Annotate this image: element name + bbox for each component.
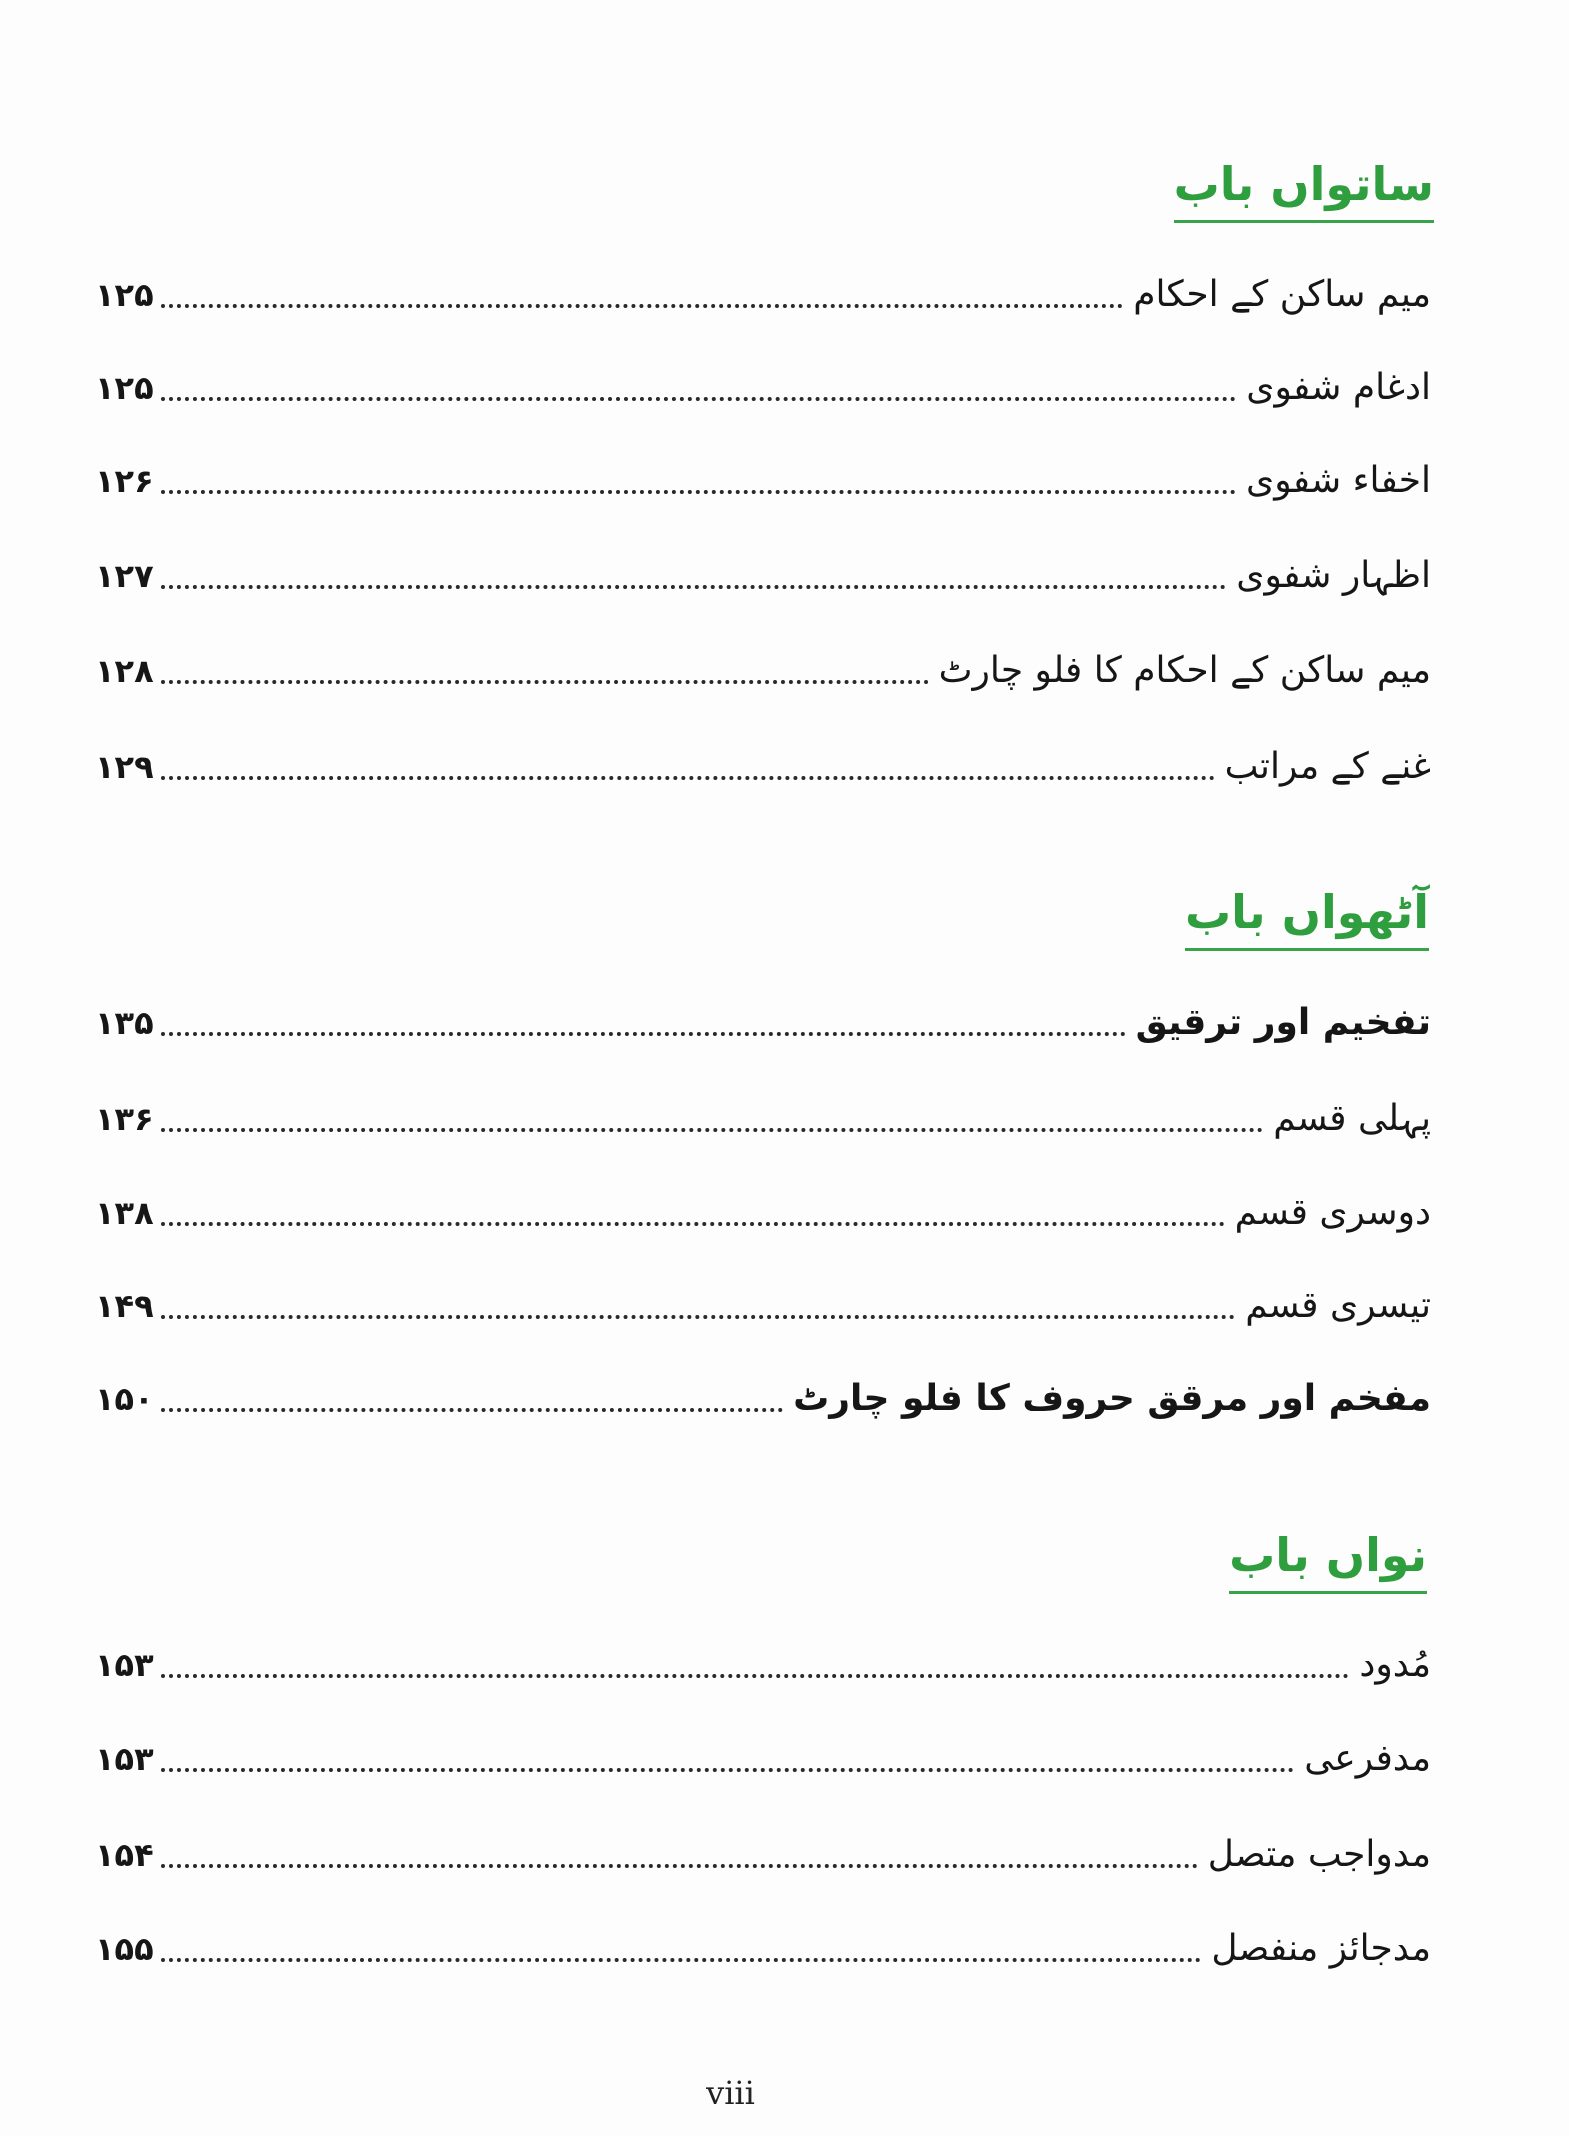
entry-title: پہلی قسم bbox=[1273, 1098, 1431, 1139]
entry-page-number: ۱۵۴ bbox=[95, 1836, 154, 1874]
entry-title: تیسری قسم bbox=[1245, 1285, 1431, 1326]
entry-title: میم ساکن کے احکام کا فلو چارٹ bbox=[938, 650, 1431, 691]
entry-title: مُدود bbox=[1359, 1644, 1431, 1685]
dot-leader bbox=[161, 397, 1236, 401]
entry-page-number: ۱۲۵ bbox=[95, 369, 154, 407]
dot-leader bbox=[161, 776, 1215, 780]
dot-leader bbox=[161, 680, 929, 684]
entry-page-number: ۱۵۳ bbox=[95, 1740, 154, 1778]
chapter-title: نواں باب bbox=[1229, 1528, 1427, 1582]
toc-entry[interactable] bbox=[95, 1632, 1431, 1692]
entry-page-number: ۱۳۸ bbox=[95, 1194, 154, 1232]
dot-leader bbox=[161, 1768, 1294, 1772]
dot-leader bbox=[161, 1674, 1349, 1678]
toc-entry[interactable] bbox=[95, 990, 1431, 1050]
chapter-title: آٹھواں باب bbox=[1184, 885, 1429, 939]
dot-leader bbox=[161, 490, 1236, 494]
toc-entry[interactable] bbox=[95, 448, 1431, 508]
heading-underline bbox=[1229, 1591, 1427, 1594]
toc-entry[interactable] bbox=[95, 1822, 1431, 1882]
entry-title: مدجائز منفصل bbox=[1211, 1928, 1431, 1969]
entry-title: میم ساکن کے احکام bbox=[1133, 274, 1431, 315]
entry-title: تفخیم اور ترقیق bbox=[1135, 1002, 1431, 1043]
entry-page-number: ۱۵۵ bbox=[95, 1930, 154, 1968]
entry-page-number: ۱۲۹ bbox=[95, 748, 154, 786]
toc-entry[interactable] bbox=[95, 1086, 1431, 1146]
dot-leader bbox=[161, 585, 1226, 589]
chapter-heading bbox=[1229, 1523, 1427, 1594]
toc-entry[interactable] bbox=[95, 543, 1431, 603]
dot-leader bbox=[161, 304, 1123, 308]
entry-title: مدواجب متصل bbox=[1207, 1834, 1431, 1875]
entry-page-number: ۱۳۵ bbox=[95, 1004, 154, 1042]
entry-title: مدفرعی bbox=[1304, 1738, 1431, 1779]
entry-page-number: ۱۵۳ bbox=[95, 1646, 154, 1684]
dot-leader bbox=[161, 1032, 1126, 1036]
dot-leader bbox=[161, 1864, 1198, 1868]
toc-entry[interactable] bbox=[95, 1180, 1431, 1240]
entry-page-number: ۱۳۶ bbox=[95, 1100, 154, 1138]
entry-page-number: ۱۴۹ bbox=[95, 1287, 154, 1325]
entry-page-number: ۱۲۵ bbox=[95, 276, 154, 314]
entry-page-number: ۱۲۷ bbox=[95, 557, 154, 595]
entry-page-number: ۱۲۶ bbox=[95, 462, 154, 500]
toc-entry[interactable] bbox=[95, 1273, 1431, 1333]
dot-leader bbox=[161, 1222, 1225, 1226]
entry-title: دوسری قسم bbox=[1234, 1192, 1431, 1233]
dot-leader bbox=[161, 1408, 783, 1412]
toc-entry[interactable] bbox=[95, 638, 1431, 698]
entry-page-number: ۱۵۰ bbox=[95, 1380, 154, 1418]
heading-underline bbox=[1174, 220, 1434, 223]
toc-entry[interactable] bbox=[95, 262, 1431, 322]
toc-entry[interactable] bbox=[95, 734, 1431, 794]
dot-leader bbox=[161, 1128, 1263, 1132]
entry-page-number: ۱۲۸ bbox=[95, 652, 154, 690]
dot-leader bbox=[161, 1315, 1235, 1319]
chapter-title: ساتواں باب bbox=[1173, 157, 1434, 211]
entry-title: اخفاء شفوی bbox=[1246, 460, 1431, 501]
heading-underline bbox=[1185, 948, 1429, 951]
toc-entry[interactable] bbox=[95, 355, 1431, 415]
footer-page-number: viii bbox=[706, 2074, 755, 2112]
entry-title: اظہار شفوی bbox=[1236, 555, 1431, 596]
toc-entry[interactable] bbox=[95, 1916, 1431, 1976]
toc-entry[interactable] bbox=[95, 1366, 1431, 1426]
dot-leader bbox=[161, 1958, 1201, 1962]
entry-title: غنے کے مراتب bbox=[1224, 746, 1431, 787]
chapter-heading bbox=[1185, 880, 1429, 951]
chapter-heading bbox=[1174, 152, 1434, 223]
entry-title: مفخم اور مرقق حروف کا فلو چارٹ bbox=[793, 1378, 1431, 1419]
entry-title: ادغام شفوی bbox=[1246, 367, 1431, 408]
toc-entry[interactable] bbox=[95, 1726, 1431, 1786]
